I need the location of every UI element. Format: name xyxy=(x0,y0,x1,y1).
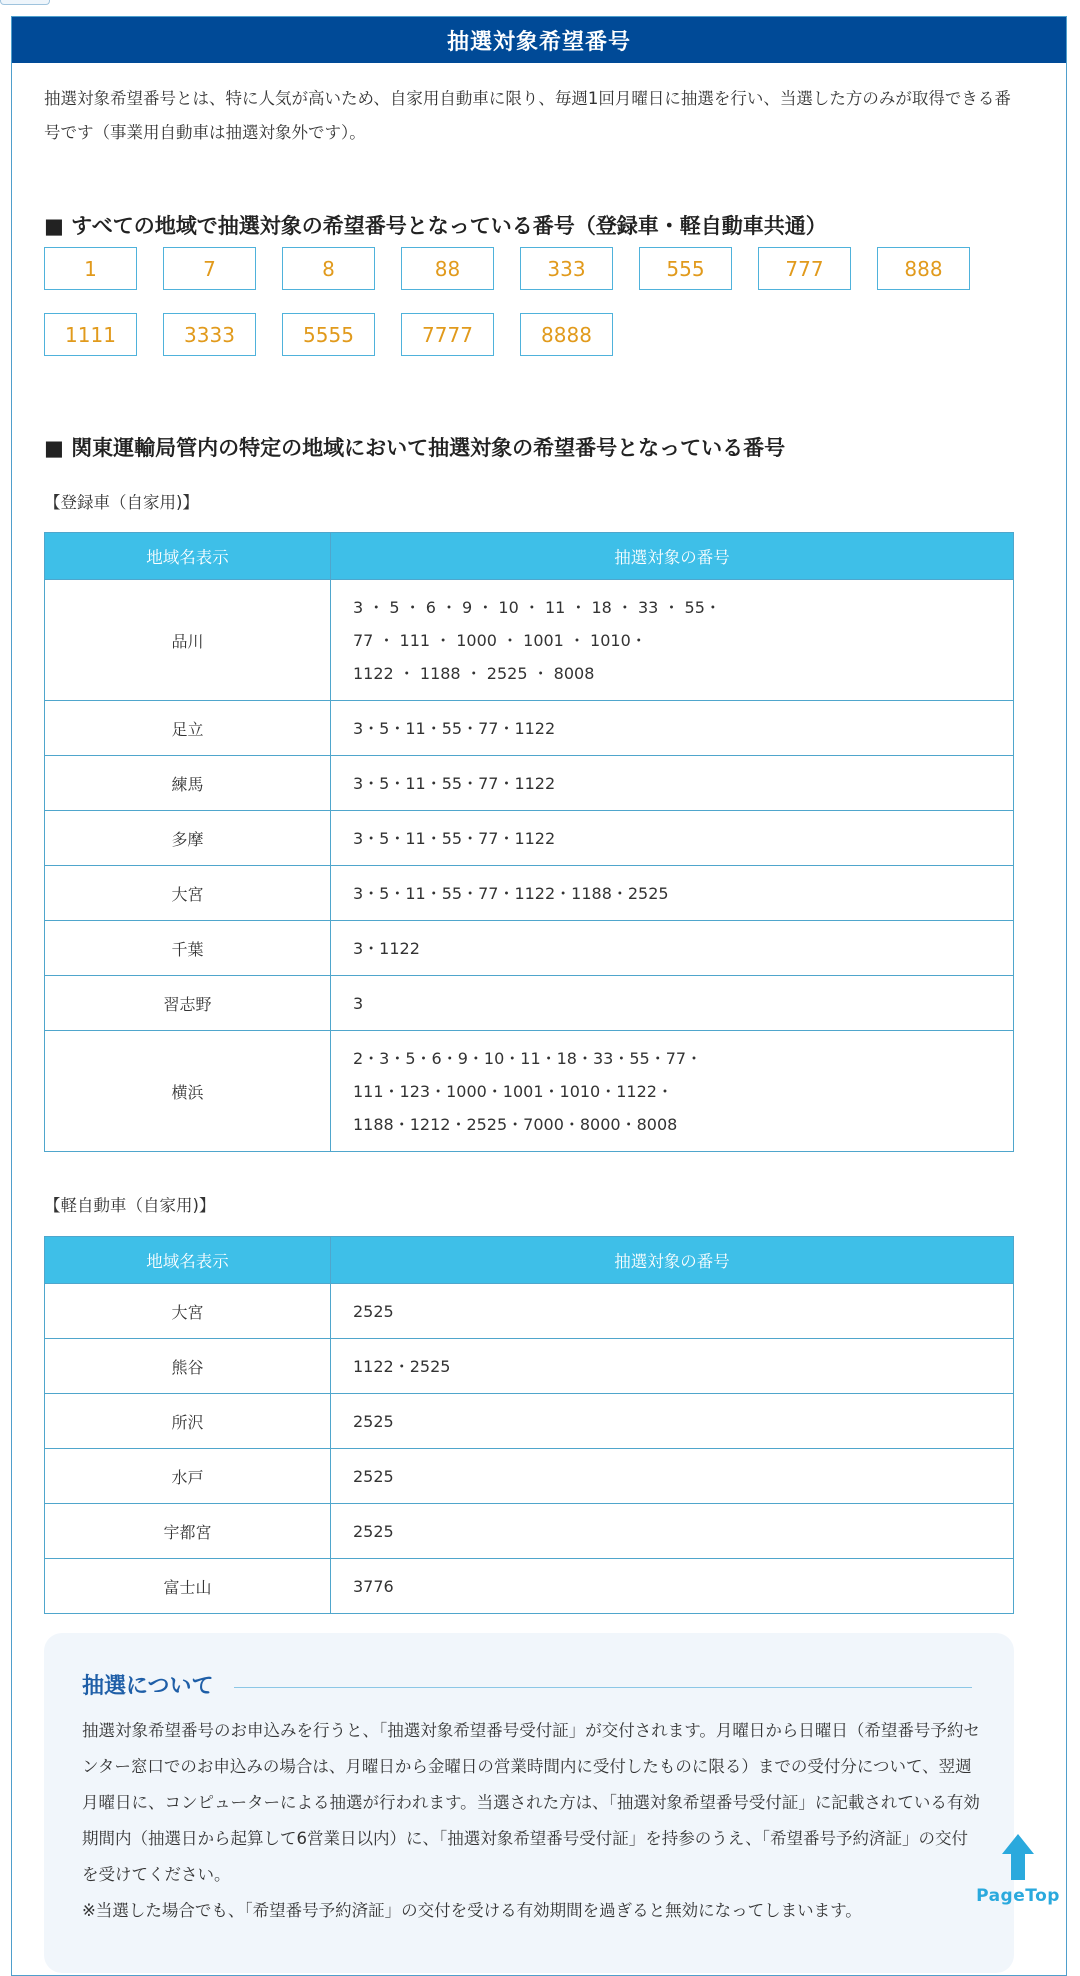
lottery-numbers-cell: 3 ・ 5 ・ 6 ・ 9 ・ 10 ・ 11 ・ 18 ・ 33 ・ 55・ 77 ・ 111 ・ 1000 ・ 1001 ・ 1010・ 1122 ・ 1188 ・ 2525 ・ 8008 xyxy=(331,580,1014,701)
table-row xyxy=(45,1449,1014,1504)
lottery-info-box xyxy=(44,1633,1014,1973)
common-numbers-heading: ■ すべての地域で抽選対象の希望番号となっている番号（登録車・軽自動車共通） xyxy=(44,214,827,238)
region-name-cell: 習志野 xyxy=(45,976,331,1031)
lottery-title: 抽選について xyxy=(82,1669,234,1700)
table-row xyxy=(45,1394,1014,1449)
region-name-cell: 横浜 xyxy=(45,1031,331,1152)
table-row xyxy=(45,701,1014,756)
number-box: 1 xyxy=(44,247,137,290)
kei-table-caption: 【軽自動車（自家用)】 xyxy=(44,1196,216,1215)
table-row xyxy=(45,866,1014,921)
lottery-numbers-cell: 2525 xyxy=(331,1394,1014,1449)
page-top-label: PageTop xyxy=(976,1886,1060,1906)
region-name-cell: 水戸 xyxy=(45,1449,331,1504)
column-header-numbers: 抽選対象の番号 xyxy=(331,533,1014,580)
number-box: 3333 xyxy=(163,313,256,356)
table-row xyxy=(45,921,1014,976)
panel-title: 抽選対象希望番号 xyxy=(12,17,1066,63)
table-row xyxy=(45,1284,1014,1339)
number-box: 7777 xyxy=(401,313,494,356)
table-row xyxy=(45,1339,1014,1394)
table-row xyxy=(45,976,1014,1031)
lottery-note: ※当選した場合でも、「希望番号予約済証」の交付を受ける有効期間を過ぎると無効になってしまいます。 xyxy=(82,1901,862,1920)
table-row xyxy=(45,580,1014,701)
table-header-row xyxy=(45,533,1014,580)
region-name-cell: 熊谷 xyxy=(45,1339,331,1394)
region-name-cell: 富士山 xyxy=(45,1559,331,1614)
intro-text: 抽選対象希望番号とは、特に人気が高いため、自家用自動車に限り、毎週1回月曜日に抽選を行い、当選した方のみが取得できる番号です（事業用自動車は抽選対象外です）。 xyxy=(44,89,1011,142)
region-name-cell: 足立 xyxy=(45,701,331,756)
lottery-numbers-cell: 3776 xyxy=(331,1559,1014,1614)
table-row xyxy=(45,1031,1014,1152)
number-box: 888 xyxy=(877,247,970,290)
region-name-cell: 宇都宮 xyxy=(45,1504,331,1559)
table-row xyxy=(45,1559,1014,1614)
lottery-numbers-cell: 2525 xyxy=(331,1504,1014,1559)
table-row xyxy=(45,1504,1014,1559)
arrow-up-icon xyxy=(1000,1832,1036,1882)
lottery-body-text: 抽選対象希望番号のお申込みを行うと、「抽選対象希望番号受付証」が交付されます。月曜日から日曜日（希望番号予約センター窓口でのお申込みの場合は、月曜日から金曜日の営業時間内に受付したものに限る）までの受付分について、翌週月曜日に、コンピューターによる抽選が行われます。当選された方は、「抽選対象希望番号受付証」に記載されている有効期間内（抽選日から起算して6営業日以内）に、「抽選対象希望番号受付証」を持参のうえ、「希望番号予約済証」の交付を受けてください。 xyxy=(82,1721,980,1884)
number-box: 8888 xyxy=(520,313,613,356)
column-header-region: 地域名表示 xyxy=(45,1237,331,1284)
number-box: 88 xyxy=(401,247,494,290)
lottery-numbers-cell: 3・5・11・55・77・1122 xyxy=(331,701,1014,756)
number-box: 7 xyxy=(163,247,256,290)
number-box: 8 xyxy=(282,247,375,290)
table-row xyxy=(45,756,1014,811)
page-top-button[interactable] xyxy=(978,1832,1058,1912)
number-box: 5555 xyxy=(282,313,375,356)
lottery-numbers-cell: 2525 xyxy=(331,1284,1014,1339)
region-name-cell: 品川 xyxy=(45,580,331,701)
lottery-numbers-cell: 3 xyxy=(331,976,1014,1031)
column-header-region: 地域名表示 xyxy=(45,533,331,580)
top-tab-stub xyxy=(0,0,50,5)
number-box: 1111 xyxy=(44,313,137,356)
number-box: 333 xyxy=(520,247,613,290)
lottery-numbers-cell: 3・5・11・55・77・1122・1188・2525 xyxy=(331,866,1014,921)
region-name-cell: 大宮 xyxy=(45,1284,331,1339)
lottery-numbers-cell: 2525 xyxy=(331,1449,1014,1504)
region-name-cell: 大宮 xyxy=(45,866,331,921)
registered-table-caption: 【登録車（自家用)】 xyxy=(44,493,199,512)
table-header-row xyxy=(45,1237,1014,1284)
number-box: 555 xyxy=(639,247,732,290)
region-name-cell: 練馬 xyxy=(45,756,331,811)
region-name-cell: 多摩 xyxy=(45,811,331,866)
number-box: 777 xyxy=(758,247,851,290)
lottery-numbers-cell: 2・3・5・6・9・10・11・18・33・55・77・ 111・123・1000・1001・1010・1122・ 1188・1212・2525・7000・8000・8008 xyxy=(331,1031,1014,1152)
region-name-cell: 千葉 xyxy=(45,921,331,976)
kanto-numbers-heading: ■ 関東運輸局管内の特定の地域において抽選対象の希望番号となっている番号 xyxy=(44,436,786,460)
lottery-numbers-cell: 3・5・11・55・77・1122 xyxy=(331,756,1014,811)
lottery-numbers-cell: 3・1122 xyxy=(331,921,1014,976)
lottery-numbers-cell: 1122・2525 xyxy=(331,1339,1014,1394)
column-header-numbers: 抽選対象の番号 xyxy=(331,1237,1014,1284)
lottery-numbers-cell: 3・5・11・55・77・1122 xyxy=(331,811,1014,866)
table-row xyxy=(45,811,1014,866)
region-name-cell: 所沢 xyxy=(45,1394,331,1449)
lottery-body xyxy=(82,1713,982,1929)
title-divider xyxy=(234,1687,972,1688)
registered-car-table xyxy=(44,532,1014,1152)
kei-car-table xyxy=(44,1236,1014,1614)
